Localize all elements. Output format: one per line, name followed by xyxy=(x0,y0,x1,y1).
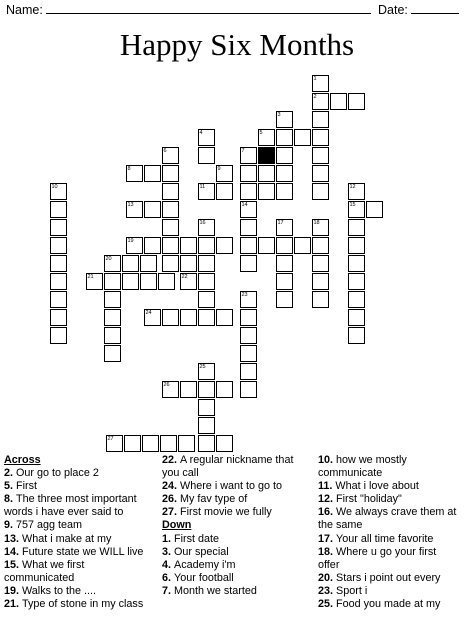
across-clue: 26. My fav type of xyxy=(162,493,248,506)
grid-cell[interactable] xyxy=(198,399,215,416)
grid-cell[interactable] xyxy=(216,309,233,326)
clue-number: 25 xyxy=(199,364,206,370)
grid-cell[interactable] xyxy=(240,165,257,182)
down-clue: 18. Where u go your first offer xyxy=(318,545,437,571)
grid-cell[interactable] xyxy=(216,381,233,398)
page-title: Happy Six Months xyxy=(119,27,355,62)
grid-cell[interactable] xyxy=(312,165,329,182)
grid-cell[interactable] xyxy=(312,273,329,290)
clue-number: 2 xyxy=(313,94,317,100)
clue-number: 19 xyxy=(127,238,134,244)
grid-cell[interactable] xyxy=(104,273,121,290)
grid-cell[interactable] xyxy=(144,165,161,182)
across-clue: 27. First movie we fully xyxy=(162,506,272,519)
clue-number: 7 xyxy=(241,148,245,154)
grid-cell[interactable] xyxy=(180,309,197,326)
grid-cell[interactable] xyxy=(50,291,67,308)
grid-cell[interactable] xyxy=(178,435,195,452)
grid-cell[interactable] xyxy=(240,381,257,398)
grid-cell[interactable] xyxy=(366,201,383,218)
grid-cell[interactable] xyxy=(348,255,365,272)
clue-number: 4 xyxy=(199,130,203,136)
grid-cell[interactable] xyxy=(276,255,293,272)
grid-cell[interactable] xyxy=(312,147,329,164)
grid-cell[interactable] xyxy=(198,435,215,452)
clue-number: 10 xyxy=(51,184,58,190)
across-heading: Across xyxy=(4,454,41,466)
grid-cell[interactable] xyxy=(276,165,293,182)
grid-cell[interactable] xyxy=(198,255,215,272)
grid-cell[interactable] xyxy=(162,219,179,236)
clue-number: 22 xyxy=(181,274,188,280)
down-clue: 3. Our special xyxy=(162,545,229,558)
grid-cell[interactable] xyxy=(276,237,293,254)
grid-cell[interactable] xyxy=(122,273,139,290)
across-clue: 24. Where i want to go to xyxy=(162,480,283,493)
grid-cell[interactable] xyxy=(348,273,365,290)
grid-cell[interactable] xyxy=(276,147,293,164)
grid-cell[interactable] xyxy=(348,237,365,254)
grid-cell[interactable] xyxy=(240,237,257,254)
grid-cell[interactable] xyxy=(198,273,215,290)
across-clue: 22. A regular nickname that you call xyxy=(162,454,294,480)
down-clue: 6. Your football xyxy=(162,571,234,584)
grid-cell[interactable] xyxy=(240,309,257,326)
clue-number: 20 xyxy=(105,256,112,262)
down-clue: 4. Academy i'm xyxy=(162,558,236,571)
clue-number: 1 xyxy=(313,76,317,82)
grid-cell[interactable] xyxy=(180,381,197,398)
across-clue: 19. Walks to the .... xyxy=(4,584,97,597)
across-clue: 14. Future state we WILL live xyxy=(4,545,144,558)
name-label: Name: xyxy=(6,3,43,17)
clue-number: 5 xyxy=(259,130,263,136)
down-clue: 17. Your all time favorite xyxy=(318,532,434,545)
across-clue: 8. The three most important words i have ever said to xyxy=(4,493,137,519)
grid-cell[interactable] xyxy=(258,237,275,254)
grid-cell[interactable] xyxy=(144,237,161,254)
grid-cell[interactable] xyxy=(312,129,329,146)
down-clue: 11. What i love about xyxy=(318,480,419,493)
clue-number: 21 xyxy=(87,274,94,280)
across-clue: 9. 757 agg team xyxy=(4,519,83,532)
grid-cell[interactable] xyxy=(258,183,275,200)
down-clue: 16. We always crave them at the same xyxy=(318,506,457,532)
down-clue: 12. First "holiday" xyxy=(318,493,402,506)
grid-cell[interactable] xyxy=(104,327,121,344)
across-clue: 15. What we first communicated xyxy=(4,558,85,584)
grid-cell[interactable] xyxy=(162,255,179,272)
grid-cell[interactable] xyxy=(276,129,293,146)
grid-cell[interactable] xyxy=(240,183,257,200)
black-square xyxy=(258,147,275,164)
grid-cell[interactable] xyxy=(162,237,179,254)
grid-cell[interactable] xyxy=(50,273,67,290)
grid-cell[interactable] xyxy=(144,201,161,218)
grid-cell[interactable] xyxy=(294,129,311,146)
grid-cell[interactable] xyxy=(216,237,233,254)
grid-cell[interactable] xyxy=(240,345,257,362)
down-clue: 25. Food you made at my xyxy=(318,598,441,611)
grid-cell[interactable] xyxy=(50,237,67,254)
grid-cell[interactable] xyxy=(348,309,365,326)
grid-cell[interactable] xyxy=(198,147,215,164)
clue-number: 18 xyxy=(313,220,320,226)
clue-number: 16 xyxy=(199,220,206,226)
across-clue: 21. Type of stone in my class xyxy=(4,598,144,611)
grid-cell[interactable] xyxy=(216,183,233,200)
date-label: Date: xyxy=(378,3,408,17)
clue-column-2 xyxy=(162,454,312,598)
grid-cell[interactable] xyxy=(124,435,141,452)
grid-cell[interactable] xyxy=(180,255,197,272)
clue-number: 15 xyxy=(349,202,356,208)
across-clue: 13. What i make at my xyxy=(4,532,112,545)
grid-cell[interactable] xyxy=(348,327,365,344)
grid-cell[interactable] xyxy=(294,237,311,254)
grid-cell[interactable] xyxy=(348,219,365,236)
across-clue: 2. Our go to place 2 xyxy=(4,467,99,480)
grid-cell[interactable] xyxy=(50,309,67,326)
grid-cell[interactable] xyxy=(162,201,179,218)
grid-cell[interactable] xyxy=(276,273,293,290)
grid-cell[interactable] xyxy=(160,435,177,452)
grid-cell[interactable] xyxy=(140,273,157,290)
grid-cell[interactable] xyxy=(240,219,257,236)
grid-cell[interactable] xyxy=(240,255,257,272)
clue-number: 3 xyxy=(277,112,281,118)
clue-column-1 xyxy=(4,454,154,611)
clue-column-3 xyxy=(318,454,470,611)
grid-cell[interactable] xyxy=(216,435,233,452)
clue-number: 12 xyxy=(349,184,356,190)
grid-cell[interactable] xyxy=(122,255,139,272)
grid-cell[interactable] xyxy=(312,291,329,308)
grid-cell[interactable] xyxy=(330,93,347,110)
clue-number: 23 xyxy=(241,292,248,298)
grid-cell[interactable] xyxy=(50,255,67,272)
grid-cell[interactable] xyxy=(240,327,257,344)
grid-cell[interactable] xyxy=(240,363,257,380)
grid-cell[interactable] xyxy=(162,183,179,200)
grid-cell[interactable] xyxy=(276,291,293,308)
grid-cell[interactable] xyxy=(104,309,121,326)
clue-number: 11 xyxy=(199,184,206,190)
down-clue: 10. how we mostly communicate xyxy=(318,454,407,480)
grid-cell[interactable] xyxy=(162,165,179,182)
clue-number: 26 xyxy=(163,382,170,388)
clue-number: 13 xyxy=(127,202,134,208)
grid-cell[interactable] xyxy=(142,435,159,452)
clue-number: 27 xyxy=(107,436,114,442)
clue-number: 9 xyxy=(217,166,221,172)
grid-cell[interactable] xyxy=(312,111,329,128)
grid-cell[interactable] xyxy=(312,255,329,272)
grid-cell[interactable] xyxy=(104,345,121,362)
down-clue: 23. Sport i xyxy=(318,584,368,597)
grid-cell[interactable] xyxy=(180,237,197,254)
clue-number: 14 xyxy=(241,202,248,208)
clue-number: 8 xyxy=(127,166,131,172)
grid-cell[interactable] xyxy=(198,381,215,398)
grid-cell[interactable] xyxy=(162,309,179,326)
clue-number: 17 xyxy=(277,220,284,226)
grid-cell[interactable] xyxy=(198,291,215,308)
grid-cell[interactable] xyxy=(312,183,329,200)
grid-cell[interactable] xyxy=(276,183,293,200)
grid-cell[interactable] xyxy=(50,201,67,218)
down-clue: 7. Month we started xyxy=(162,584,257,597)
grid-cell[interactable] xyxy=(198,417,215,434)
grid-cell[interactable] xyxy=(312,237,329,254)
grid-cell[interactable] xyxy=(258,165,275,182)
grid-cell[interactable] xyxy=(104,291,121,308)
grid-cell[interactable] xyxy=(50,327,67,344)
grid-cell[interactable] xyxy=(158,273,175,290)
grid-cell[interactable] xyxy=(50,219,67,236)
grid-cell[interactable] xyxy=(198,309,215,326)
grid-cell[interactable] xyxy=(348,291,365,308)
clue-number: 24 xyxy=(145,310,152,316)
grid-cell[interactable] xyxy=(348,93,365,110)
clue-number: 6 xyxy=(163,148,167,154)
down-clue: 1. First date xyxy=(162,532,220,545)
across-clue: 5. First xyxy=(4,480,38,493)
down-clue: 20. Stars i point out every xyxy=(318,571,441,584)
down-heading: Down xyxy=(162,519,192,532)
grid-cell[interactable] xyxy=(140,255,157,272)
grid-cell[interactable] xyxy=(198,237,215,254)
